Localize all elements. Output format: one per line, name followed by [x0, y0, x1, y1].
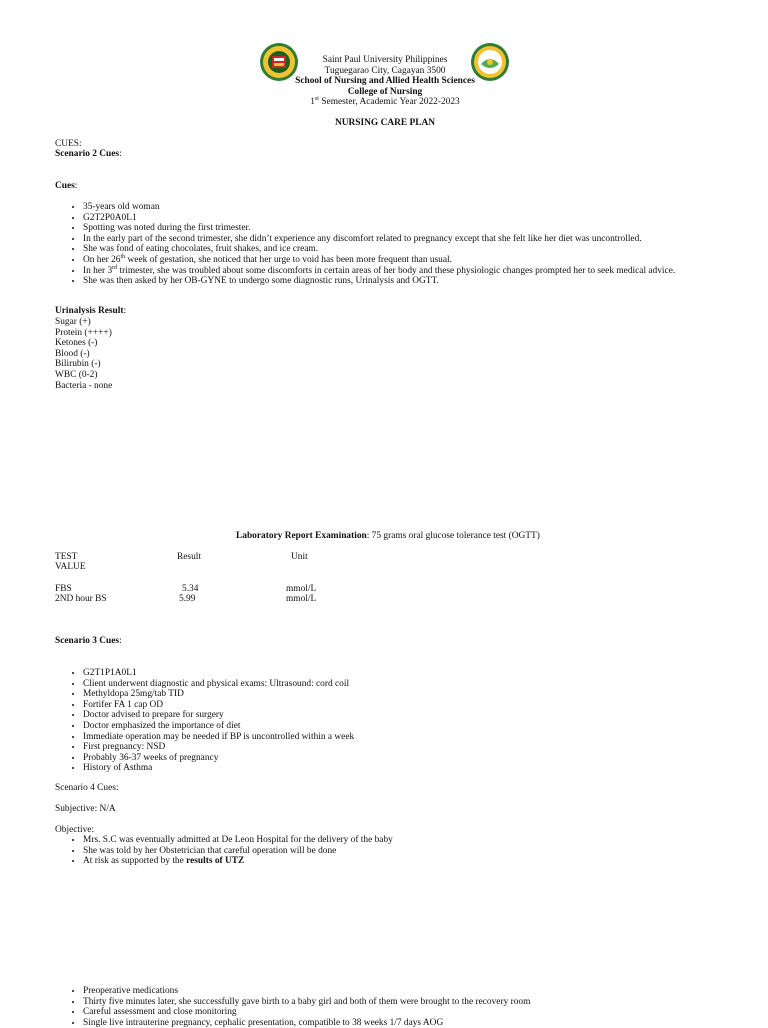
university-address: Tuguegarao City, Cagayan 3500: [324, 65, 446, 76]
lab-col-unit: Unit: [291, 552, 308, 562]
scenario3-cues-list: [55, 668, 735, 774]
lab-col-test: TEST: [55, 552, 78, 562]
urinalysis-row: WBC (0-2): [55, 369, 98, 380]
urinalysis-row: Protein (++++): [55, 327, 112, 338]
college-name: College of Nursing: [347, 86, 423, 97]
list-item: • Mrs. S.C was eventually admitted at De Leon Hospital for the delivery of the baby: [83, 835, 735, 846]
list-item: • She was fond of eating chocolates, fruit shakes, and ice cream.: [83, 244, 735, 255]
lab-row-result: 5.34: [182, 584, 199, 594]
lab-row-result: 5.99: [179, 594, 196, 604]
lab-row-test: 2ND hour BS: [55, 594, 107, 604]
urinalysis-heading: Urinalysis Result:: [55, 306, 127, 316]
lab-col-result: Result: [177, 552, 201, 562]
list-item: • Client underwent diagnostic and physical exams: Ultrasound: cord coil: [83, 679, 735, 690]
list-item: • Immediate operation may be needed if BP is uncontrolled within a week: [83, 732, 735, 743]
list-item: • 35-years old woman: [83, 202, 735, 213]
lab-row-unit: mmol/L: [286, 594, 317, 604]
list-item: • At risk as supported by the results of UTZ: [83, 856, 735, 867]
school-name: School of Nursing and Allied Health Sciences: [295, 76, 475, 87]
scenario3-heading: Scenario 3 Cues:: [55, 636, 122, 646]
list-item: • Thirty five minutes later, she successfully gave birth to a baby girl and both of them were brought to the recovery room: [83, 997, 735, 1008]
scenario2-cues-label: Cues:: [55, 181, 78, 191]
urinalysis-row: Bilirubin (-): [55, 359, 101, 370]
urinalysis-row: Bacteria - none: [55, 380, 113, 391]
list-item: • On her 26th week of gestation, she noticed that her urge to void has been more frequent than usual.: [83, 255, 735, 266]
scenario2-cues-list: [55, 202, 735, 287]
lab-row-unit: mmol/L: [286, 584, 317, 594]
list-item: • Methyldopa 25mg/tab TID: [83, 689, 735, 700]
list-item: • Fortifer FA 1 cap OD: [83, 700, 735, 711]
list-item: • Probably 36-37 weeks of pregnancy: [83, 753, 735, 764]
semester-line: 1st Semester, Academic Year 2022-2023: [310, 96, 460, 108]
list-item: • Single live intrauterine pregnancy, cephalic presentation, compatible to 38 weeks 1/7 days AOG: [83, 1018, 735, 1028]
list-item: • In her 3rd trimester, she was troubled about some discomforts in certain areas of her body and these physiologic changes prompted her to seek medical advice.: [83, 266, 735, 277]
university-name: Saint Paul University Philippines: [322, 55, 448, 65]
scenario4-objective: Objective:: [55, 825, 95, 835]
lab-col-value: VALUE: [55, 562, 86, 572]
bottom-list: [55, 986, 735, 1028]
scenario4-subjective: Subjective: N/A: [55, 804, 116, 814]
scenario2-heading: Scenario 2 Cues:: [55, 149, 122, 159]
list-item: • She was told by her Obstetrician that careful operation will be done: [83, 846, 735, 857]
lab-report-heading: Laboratory Report Examination: 75 grams oral glucose tolerance test (OGTT): [236, 531, 540, 541]
list-item: • Doctor emphasized the importance of diet: [83, 721, 735, 732]
urinalysis-results: [55, 317, 112, 391]
list-item: • Spotting was noted during the first trimester.: [83, 223, 735, 234]
list-item: • G2T1P1A0L1: [83, 668, 735, 679]
list-item: • She was then asked by her OB-GYNE to undergo some diagnostic runs, Urinalysis and OGTT.: [83, 276, 735, 287]
list-item: • Preoperative medications: [83, 986, 735, 997]
urinalysis-row: Blood (-): [55, 348, 90, 359]
document-header: [240, 55, 530, 108]
urinalysis-row: Ketones (-): [55, 338, 98, 349]
list-item: • Doctor advised to prepare for surgery: [83, 710, 735, 721]
list-item: • In the early part of the second trimester, she didn’t experience any discomfort related to pregnancy except that she felt like her diet was uncontrolled.: [83, 234, 735, 245]
lab-row-test: FBS: [55, 584, 72, 594]
list-item: • First pregnancy: NSD: [83, 742, 735, 753]
scenario4-objective-list: [55, 835, 735, 867]
urinalysis-row: Sugar (+): [55, 317, 91, 327]
cues-label: CUES:: [55, 139, 82, 149]
list-item: • History of Asthma: [83, 763, 735, 774]
scenario4-heading: Scenario 4 Cues:: [55, 783, 119, 793]
document-title: NURSING CARE PLAN: [334, 118, 435, 128]
list-item: • Careful assessment and close monitoring: [83, 1007, 735, 1018]
list-item: • G2T2P0A0L1: [83, 213, 735, 224]
